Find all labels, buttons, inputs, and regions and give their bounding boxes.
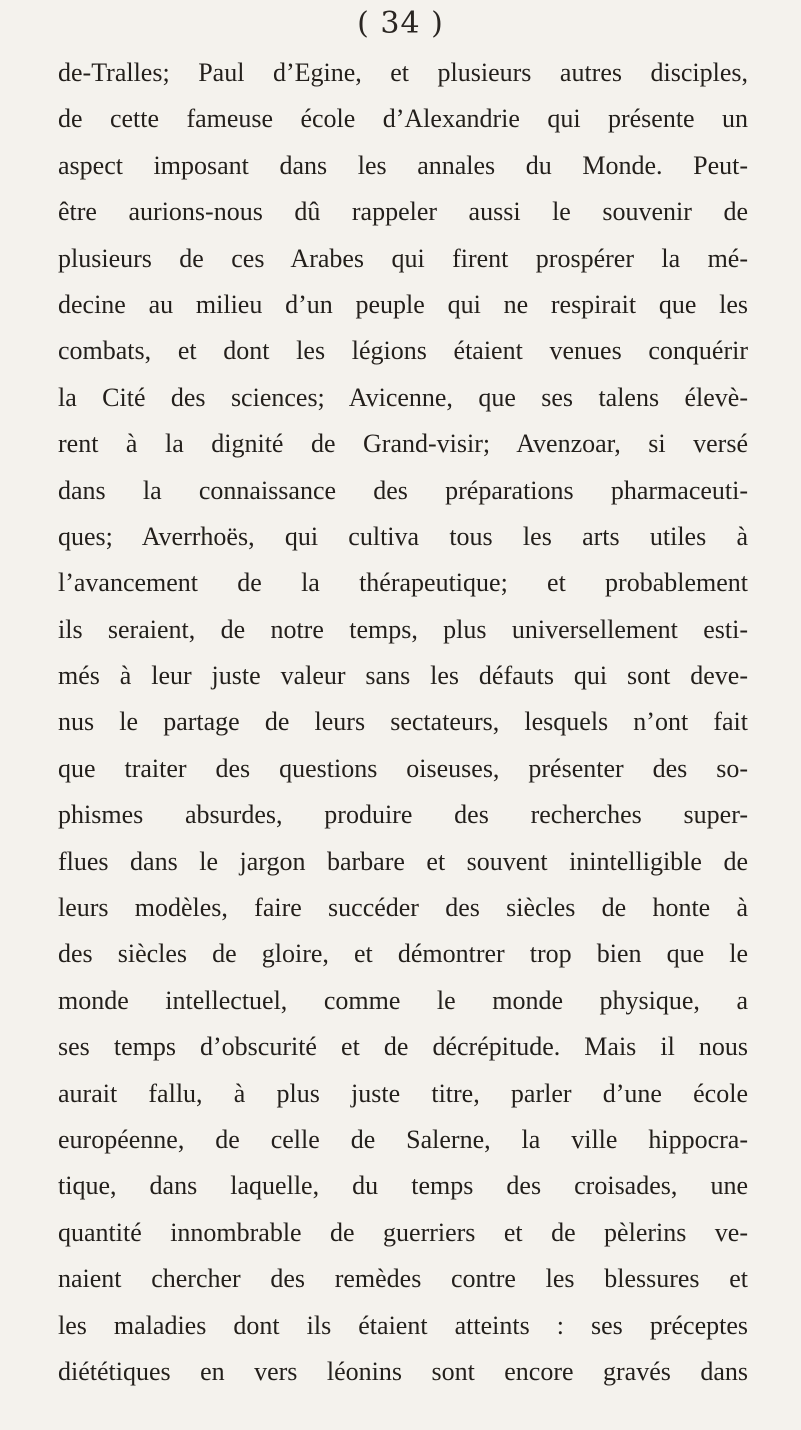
text-line: ques; Averrhoës, qui cultiva tous les arts utiles à	[58, 521, 748, 551]
text-line: monde intellectuel, comme le monde physique, a	[58, 985, 748, 1015]
body-text	[58, 50, 748, 1395]
text-line: plusieurs de ces Arabes qui firent prospérer la mé-	[58, 243, 748, 273]
text-line: naient chercher des remèdes contre les blessures et	[58, 1264, 748, 1294]
text-line: la Cité des sciences; Avicenne, que ses talens élevè-	[58, 382, 748, 412]
text-line: européenne, de celle de Salerne, la ville hippocra-	[58, 1124, 748, 1154]
text-line: rent à la dignité de Grand-visir; Avenzoar, si versé	[58, 429, 748, 459]
text-line: que traiter des questions oiseuses, présenter des so-	[58, 753, 748, 783]
text-line: dans la connaissance des préparations pharmaceuti-	[58, 475, 748, 505]
text-line: diététiques en vers léonins sont encore gravés dans	[58, 1356, 748, 1386]
text-line: tique, dans laquelle, du temps des croisades, une	[58, 1171, 748, 1201]
text-line: ses temps d’obscurité et de décrépitude. Mais il nous	[58, 1032, 748, 1062]
text-line: nus le partage de leurs sectateurs, lesquels n’ont fait	[58, 707, 748, 737]
text-line: l’avancement de la thérapeutique; et probablement	[58, 568, 748, 598]
text-line: aspect imposant dans les annales du Monde. Peut-	[58, 150, 748, 180]
text-line: decine au milieu d’un peuple qui ne respirait que les	[58, 289, 748, 319]
text-line: combats, et dont les légions étaient venues conquérir	[58, 336, 748, 366]
text-line: phismes absurdes, produire des recherches super-	[58, 800, 748, 830]
text-line: aurait fallu, à plus juste titre, parler d’une école	[58, 1078, 748, 1108]
text-line: de cette fameuse école d’Alexandrie qui présente un	[58, 104, 748, 134]
text-line: quantité innombrable de guerriers et de pèlerins ve-	[58, 1217, 748, 1247]
page-number: ( 34 )	[357, 6, 444, 41]
text-line: être aurions-nous dû rappeler aussi le souvenir de	[58, 197, 748, 227]
text-line: de-Tralles; Paul d’Egine, et plusieurs autres disciples,	[58, 58, 748, 87]
text-line: ils seraient, de notre temps, plus universellement esti-	[58, 614, 748, 644]
text-line: des siècles de gloire, et démontrer trop bien que le	[58, 939, 748, 969]
text-line: les maladies dont ils étaient atteints : ses préceptes	[58, 1310, 748, 1340]
text-line: leurs modèles, faire succéder des siècles de honte à	[58, 893, 748, 923]
text-line: més à leur juste valeur sans les défauts qui sont deve-	[58, 661, 748, 691]
text-line: flues dans le jargon barbare et souvent inintelligible de	[58, 846, 748, 876]
